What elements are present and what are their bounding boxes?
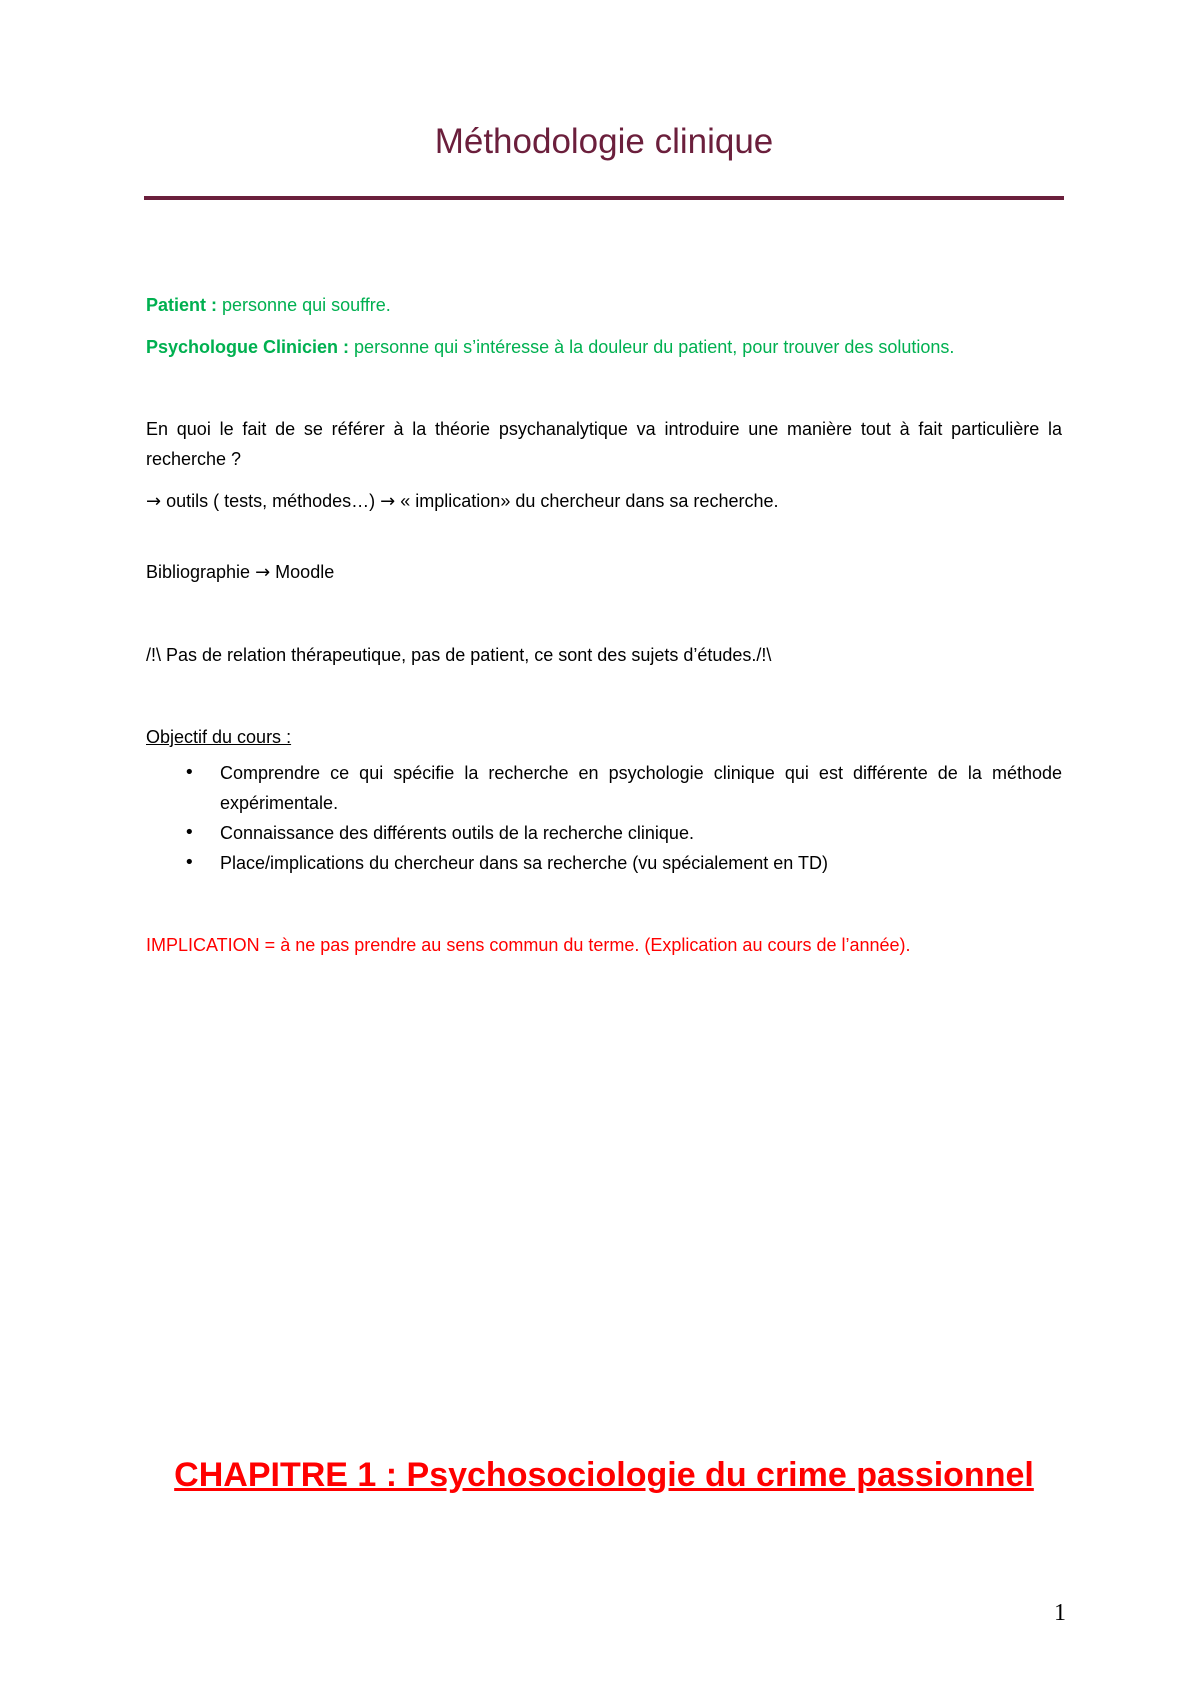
bibliography-label: Bibliographie [146, 562, 256, 582]
bullet-icon: • [184, 762, 195, 783]
implication-text: « implication» du chercheur dans sa recherche. [395, 491, 779, 511]
definition-psychologue-clinicien [146, 332, 1062, 362]
tools-text: outils ( tests, méthodes…) [161, 491, 381, 511]
arrow-icon: → [146, 491, 162, 512]
title-underline-rule [144, 196, 1064, 200]
objectives-heading: Objectif du cours : [146, 727, 292, 747]
bibliography-target: Moodle [270, 562, 335, 582]
list-item [146, 848, 1062, 878]
tools-implication-line [146, 486, 1062, 517]
research-question: En quoi le fait de se référer à la théorie psychanalytique va introduire une manière tout à fait particulière la recherche ? [146, 419, 1062, 469]
objectives-list [146, 758, 1062, 878]
objective-text: Place/implications du chercheur dans sa recherche (vu spécialement en TD) [220, 853, 828, 873]
bibliography-line [146, 557, 1062, 588]
objective-text: Connaissance des différents outils de la recherche clinique. [220, 823, 694, 843]
document-title: Méthodologie clinique [434, 122, 774, 161]
document-body [146, 290, 1062, 960]
list-item [146, 818, 1062, 848]
arrow-icon: → [380, 491, 396, 512]
definition-text: personne qui souffre. [217, 295, 391, 315]
warning-note: /!\ Pas de relation thérapeutique, pas de patient, ce sont des sujets d’études./!\ [146, 645, 772, 665]
arrow-icon: → [255, 562, 271, 583]
page-number: 1 [1054, 1600, 1066, 1626]
definition-term: Patient : [146, 295, 218, 315]
bullet-icon: • [184, 822, 195, 843]
implication-note: IMPLICATION = à ne pas prendre au sens commun du terme. (Explication au cours de l’année). [146, 935, 911, 955]
bullet-icon: • [184, 852, 195, 873]
chapter-heading: CHAPITRE 1 : Psychosociologie du crime passionnel [174, 1456, 1034, 1494]
list-item [146, 758, 1062, 818]
definition-patient [146, 290, 1062, 320]
definition-text: personne qui s’intéresse à la douleur du patient, pour trouver des solutions. [349, 337, 955, 357]
definition-term: Psychologue Clinicien : [146, 337, 350, 357]
objective-text: Comprendre ce qui spécifie la recherche en psychologie clinique qui est différente de la méthode expérimentale. [220, 763, 1062, 813]
